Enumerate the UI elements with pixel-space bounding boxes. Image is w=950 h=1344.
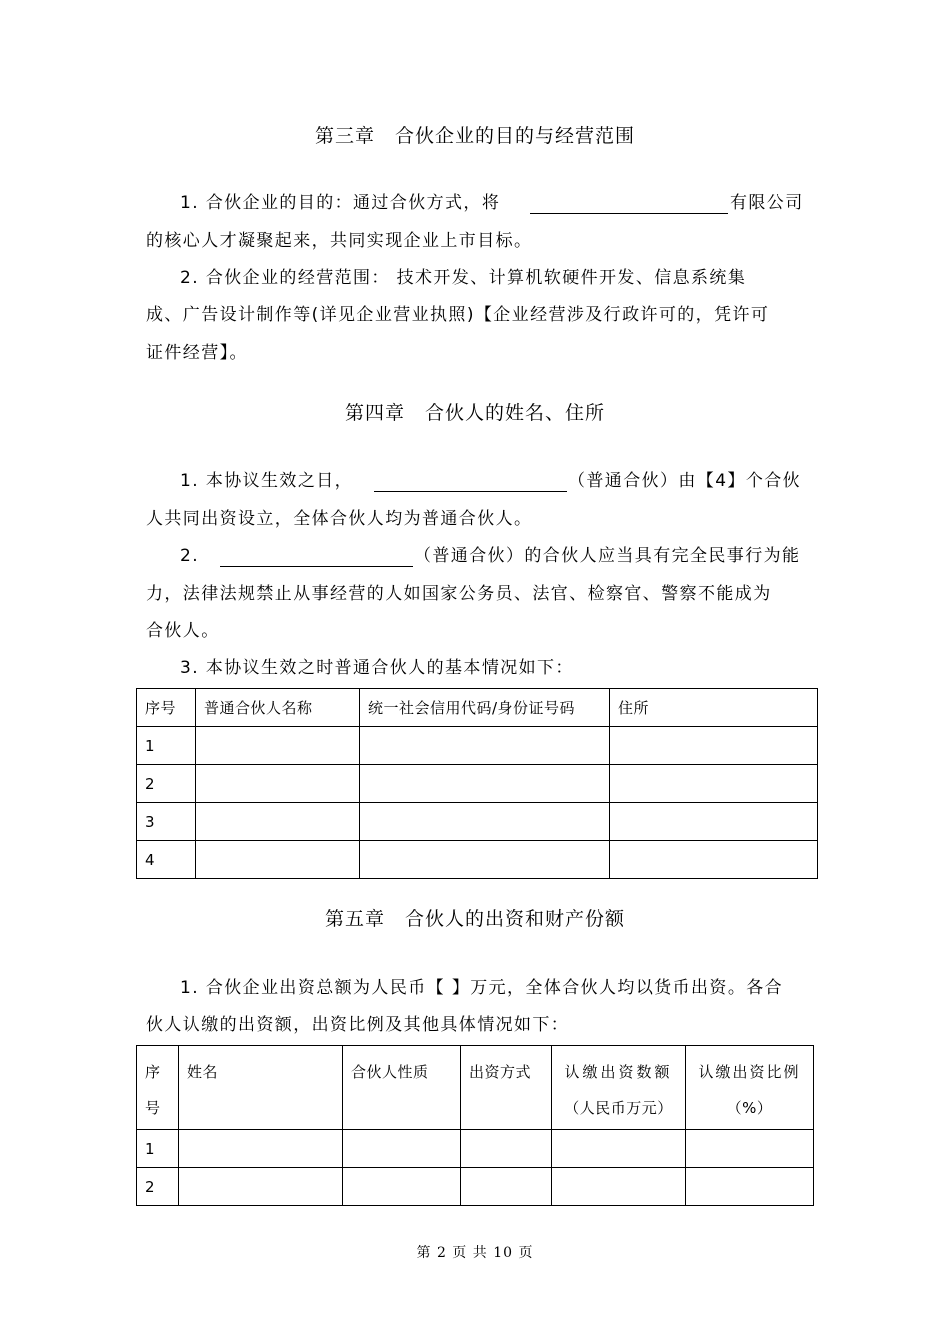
cell-credit-code — [360, 841, 610, 879]
cell-partner-name — [196, 727, 360, 765]
header-seq — [137, 1046, 179, 1130]
cell-amount — [552, 1130, 686, 1168]
header-subscribed-amount — [552, 1046, 686, 1130]
header-partner-nature-label: 合伙人性质 — [351, 1063, 429, 1081]
chapter3-title: 第三章 合伙企业的目的与经营范围 — [314, 125, 635, 147]
cell-address — [610, 841, 818, 879]
header-ratio-line2: （%） — [726, 1099, 773, 1117]
header-amount-line2: （人民币万元） — [564, 1099, 673, 1117]
cell-partner-nature — [343, 1130, 461, 1168]
table-header-row — [137, 689, 818, 727]
cell-partner-name — [196, 765, 360, 803]
table-row — [137, 765, 818, 803]
cell-credit-code — [360, 803, 610, 841]
cell-amount — [552, 1168, 686, 1206]
header-name-label: 姓名 — [187, 1063, 219, 1081]
cell-method — [461, 1168, 552, 1206]
company-name-blank — [530, 212, 728, 214]
chapter3-p1-b: 有限公司 — [730, 193, 804, 213]
chapter4-p2-a: 2. — [180, 546, 200, 566]
chapter4-p1-c: 人共同出资设立，全体合伙人均为普通合伙人。 — [146, 509, 533, 529]
header-name — [179, 1046, 343, 1130]
chapter5-title: 第五章 合伙人的出资和财产份额 — [324, 908, 625, 930]
header-seq: 序号 — [137, 689, 196, 727]
cell-address — [610, 765, 818, 803]
table-row — [137, 727, 818, 765]
chapter4-p3: 3. 本协议生效之时普通合伙人的基本情况如下： — [180, 658, 574, 678]
chapter4-p2-b: （普通合伙）的合伙人应当具有完全民事行为能 — [414, 546, 801, 566]
partnership-name-blank-1 — [374, 490, 567, 492]
cell-credit-code — [360, 765, 610, 803]
table-row — [137, 1168, 814, 1206]
cell-address — [610, 727, 818, 765]
chapter4-p1-b: （普通合伙）由【4】个合伙 — [568, 471, 802, 491]
header-credit-code: 统一社会信用代码/身份证号码 — [360, 689, 610, 727]
chapter4-p1-a: 1. 本协议生效之日， — [180, 471, 354, 491]
chapter3-p2-a: 2. 合伙企业的经营范围： 技术开发、计算机软硬件开发、信息系统集 — [180, 268, 747, 288]
row-seq: 1 — [137, 1130, 179, 1168]
table-row — [137, 803, 818, 841]
header-method-label: 出资方式 — [469, 1063, 532, 1081]
chapter5-p1-a: 1. 合伙企业出资总额为人民币【 】万元，全体合伙人均以货币出资。各合 — [180, 978, 784, 998]
table-row — [137, 841, 818, 879]
header-subscribed-ratio — [686, 1046, 814, 1130]
chapter3-p1-a: 1. 合伙企业的目的：通过合伙方式，将 — [180, 193, 501, 213]
row-seq: 3 — [137, 803, 196, 841]
table-row — [137, 1130, 814, 1168]
header-ratio-line1: 认缴出资比例 — [698, 1063, 801, 1081]
cell-address — [610, 803, 818, 841]
header-method — [461, 1046, 552, 1130]
cell-partner-name — [196, 841, 360, 879]
row-seq: 2 — [137, 765, 196, 803]
chapter3-p2-b: 成、广告设计制作等(详见企业营业执照)【企业经营涉及行政许可的，凭许可 — [146, 305, 770, 325]
row-seq: 1 — [137, 727, 196, 765]
table-header-row — [137, 1046, 814, 1130]
cell-partner-name — [196, 803, 360, 841]
chapter3-p1-c: 的核心人才凝聚起来，共同实现企业上市目标。 — [146, 231, 533, 251]
chapter4-p2-d: 合伙人。 — [146, 621, 220, 641]
row-seq: 4 — [137, 841, 196, 879]
page-number-footer: 第 2 页 共 10 页 — [416, 1245, 534, 1261]
header-seq-line1: 序 — [145, 1063, 161, 1081]
chapter4-title: 第四章 合伙人的姓名、住所 — [344, 402, 605, 424]
row-seq: 2 — [137, 1168, 179, 1206]
chapter5-p1-b: 伙人认缴的出资额，出资比例及其他具体情况如下： — [146, 1015, 570, 1035]
cell-ratio — [686, 1168, 814, 1206]
header-address: 住所 — [610, 689, 818, 727]
header-partner-name: 普通合伙人名称 — [196, 689, 360, 727]
cell-credit-code — [360, 727, 610, 765]
capital-contribution-table — [136, 1045, 814, 1206]
cell-partner-nature — [343, 1168, 461, 1206]
chapter3-p2-c: 证件经营】。 — [146, 343, 248, 363]
partners-info-table — [136, 688, 818, 879]
partnership-name-blank-2 — [220, 565, 413, 567]
chapter4-p2-c: 力，法律法规禁止从事经营的人如国家公务员、法官、检察官、警察不能成为 — [146, 584, 772, 604]
header-seq-line2: 号 — [145, 1099, 161, 1117]
cell-name — [179, 1130, 343, 1168]
header-amount-line1: 认缴出资数额 — [564, 1063, 673, 1081]
header-partner-nature — [343, 1046, 461, 1130]
cell-name — [179, 1168, 343, 1206]
cell-method — [461, 1130, 552, 1168]
cell-ratio — [686, 1130, 814, 1168]
